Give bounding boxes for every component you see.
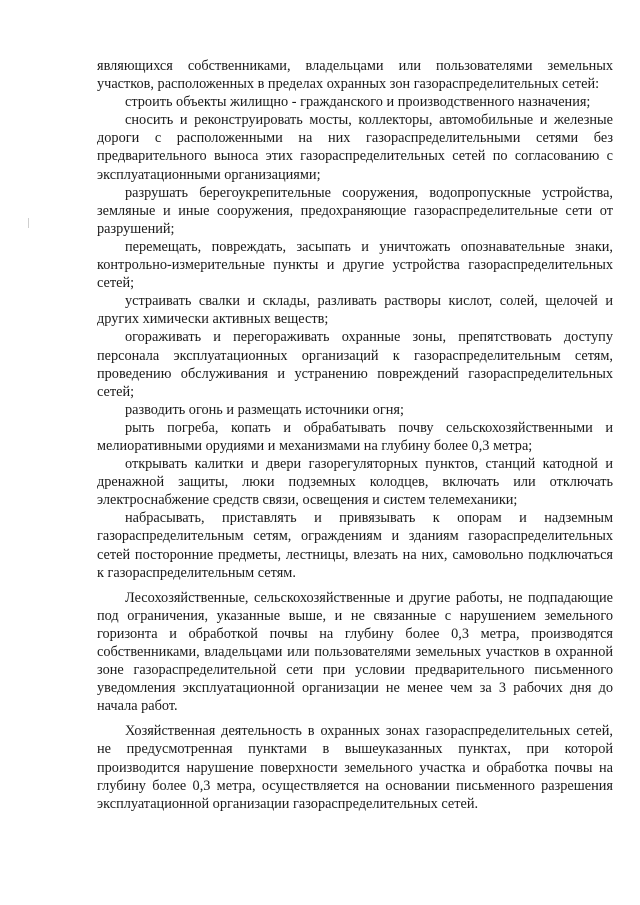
paragraph-forestry-works: Лесохозяйственные, сельскохозяйственные и другие работы, не подпадающие под ограничения, указанные выше, и не связанные с нарушением земельного горизонта и обработкой почвы на глубину более 0,3 метра, производятся собственниками, владельцами или пользователями земельных участков в охранной зоне газораспределительной сети при условии предварительного письменного уведомления эксплуатационной организации не менее чем за 3 рабочих дня до начала работ. bbox=[97, 589, 613, 715]
paragraph-dumps: устраивать свалки и склады, разливать растворы кислот, солей, щелочей и других химически активных веществ; bbox=[97, 293, 613, 328]
paragraph-intro: являющихся собственниками, владельцами или пользователями земельных участков, расположенных в пределах охранных зон газораспределительных сетей: bbox=[97, 58, 613, 93]
paragraph-attach: набрасывать, приставлять и привязывать к опорам и надземным газораспределительным сетям, ограждениям и зданиям газораспределительных сетей посторонние предметы, лестницы, влезать на них, самовольно подключаться к газораспределительным сетям. bbox=[97, 510, 613, 581]
paragraph-build: строить объекты жилищно - гражданского и производственного назначения; bbox=[125, 94, 591, 111]
margin-mark bbox=[28, 218, 29, 228]
document-body bbox=[97, 57, 613, 813]
paragraph-fire: разводить огонь и размещать источники огня; bbox=[125, 401, 404, 418]
paragraph-doors: открывать калитки и двери газорегуляторных пунктов, станций катодной и дренажной защиты, люки подземных колодцев, включать или отключать электроснабжение средств связи, освещения и систем телемеханики; bbox=[97, 456, 613, 509]
paragraph-move-signs: перемещать, повреждать, засыпать и уничтожать опознавательные знаки, контрольно-измерительные пункты и другие устройства газораспределительных сетей; bbox=[97, 238, 613, 292]
paragraph-demolish: сносить и реконструировать мосты, коллекторы, автомобильные и железные дороги с расположенными на них газораспределительными сетями без предварительного выноса этих газораспределительных сетей по согласованию с эксплуатационными организациями; bbox=[97, 112, 613, 183]
paragraph-digging: рыть погреба, копать и обрабатывать почву сельскохозяйственными и мелиоративными орудиями и механизмами на глубину более 0,3 метра; bbox=[97, 419, 613, 454]
paragraph-fencing: огораживать и перегораживать охранные зоны, препятствовать доступу персонала эксплуатационных организаций к газораспределительным сетям, проведению обслуживания и устранению повреждений газораспределительных сетей; bbox=[97, 329, 613, 400]
paragraph-destroy-structures: разрушать берегоукрепительные сооружения, водопропускные устройства, земляные и иные сооружения, предохраняющие газораспределительные сети от разрушений; bbox=[97, 184, 613, 237]
paragraph-economic-activity: Хозяйственная деятельность в охранных зонах газораспределительных сетей, не предусмотренная пунктами в вышеуказанных пунктах, при которой производится нарушение поверхности земельного участка и обработка почвы на глубину более 0,3 метра, осуществляется на основании письменного разрешения эксплуатационной организации газораспределительных сетей. bbox=[97, 723, 613, 812]
